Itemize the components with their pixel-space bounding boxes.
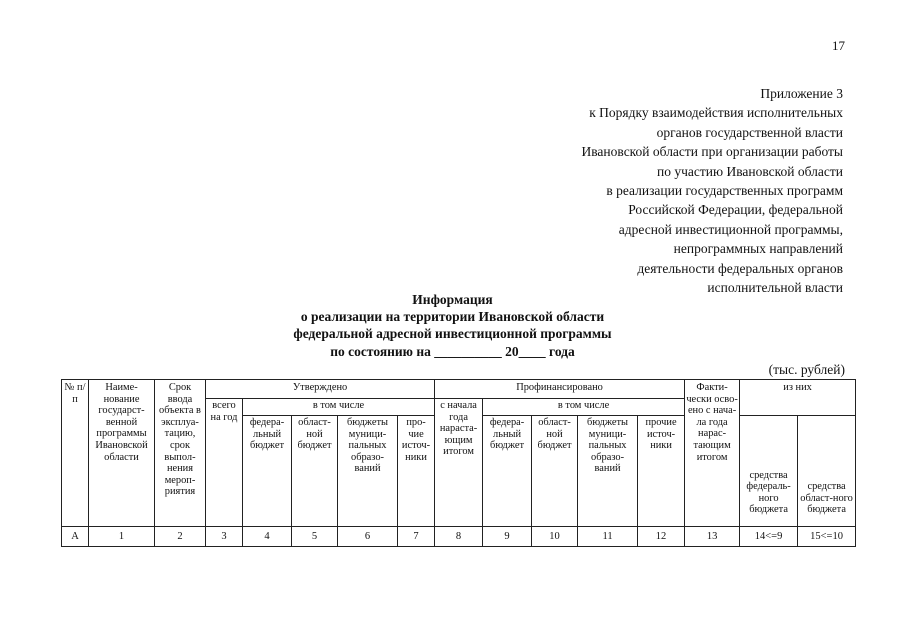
header-cell-including: в том числе <box>243 399 435 416</box>
report-table <box>61 379 856 547</box>
column-number: 1 <box>89 527 155 547</box>
header-cell-municipal-budget: бюджеты муници-пальных образо-ваний <box>338 416 398 527</box>
appendix-line: Приложение 3 <box>760 86 843 101</box>
units-label: (тыс. рублей) <box>768 362 845 377</box>
header-cell-financed-other: прочие источ-ники <box>638 416 685 527</box>
column-number: 13 <box>685 527 740 547</box>
header-cell-approved-total: всего на год <box>206 399 243 527</box>
header-cell-no: № п/п <box>62 380 89 527</box>
page-number: 17 <box>832 38 845 53</box>
column-number: 7 <box>398 527 435 547</box>
appendix-line: Ивановской области при организации работы <box>581 144 843 160</box>
header-cell-financed-federal: федера-льный бюджет <box>483 416 532 527</box>
title-line: федеральной адресной инвестиционной программы <box>293 326 612 342</box>
header-cell-program: Наиме-нование государст-венной программы Ивановской области <box>89 380 155 527</box>
appendix-line: адресной инвестиционной программы, <box>618 221 843 237</box>
column-number: 4 <box>243 527 292 547</box>
header-cell-federal-funds: средства федераль-ного бюджета <box>740 416 798 527</box>
header-cell-financed-regional: област-ной бюджет <box>532 416 578 527</box>
header-cell-federal-budget: федера-льный бюджет <box>243 416 292 527</box>
column-number: А <box>62 527 89 547</box>
column-number: 15<=10 <box>798 527 856 547</box>
header-cell-term: Срок ввода объекта в эксплуа-тацию, срок выпол-нения мероп-риятия <box>155 380 206 527</box>
title-line: Информация <box>412 292 493 307</box>
column-number: 2 <box>155 527 206 547</box>
appendix-line: деятельности федеральных органов <box>637 260 843 276</box>
appendix-line: исполнительной власти <box>707 280 843 296</box>
header-cell-of-them: из них <box>740 380 856 416</box>
header-cell-regional-funds: средства област-ного бюджета <box>798 416 856 527</box>
title-line: по состоянию на __________ 20____ года <box>330 343 575 359</box>
column-number: 14<=9 <box>740 527 798 547</box>
column-number: 5 <box>292 527 338 547</box>
column-number: 6 <box>338 527 398 547</box>
header-cell-financed-including: в том числе <box>483 399 685 416</box>
column-number: 3 <box>206 527 243 547</box>
column-number: 10 <box>532 527 578 547</box>
document-title <box>0 291 905 360</box>
header-cell-actual: Факти-чески осво-ено с нача-ла года нарас-тающим итогом <box>685 380 740 527</box>
appendix-line: по участию Ивановской области <box>656 163 843 179</box>
header-cell-other-sources: про-чие источ-ники <box>398 416 435 527</box>
header-cell-approved: Утверждено <box>206 380 435 399</box>
appendix-line: Российской Федерации, федеральной <box>628 202 843 218</box>
header-cell-financed-cumulative: с начала года нараста-ющим итогом <box>435 399 483 527</box>
appendix-line: непрограммных направлений <box>673 241 843 257</box>
column-number: 12 <box>638 527 685 547</box>
appendix-line: к Порядку взаимодействия исполнительных <box>589 105 843 121</box>
column-number: 9 <box>483 527 532 547</box>
column-number: 11 <box>578 527 638 547</box>
appendix-line: органов государственной власти <box>656 124 843 140</box>
header-cell-financed: Профинансировано <box>435 380 685 399</box>
column-number: 8 <box>435 527 483 547</box>
appendix-note <box>513 84 843 297</box>
header-cell-financed-municipal: бюджеты муници-пальных образо-ваний <box>578 416 638 527</box>
header-cell-regional-budget: област-ной бюджет <box>292 416 338 527</box>
appendix-line: в реализации государственных программ <box>606 183 843 199</box>
title-line: о реализации на территории Ивановской области <box>300 309 605 325</box>
